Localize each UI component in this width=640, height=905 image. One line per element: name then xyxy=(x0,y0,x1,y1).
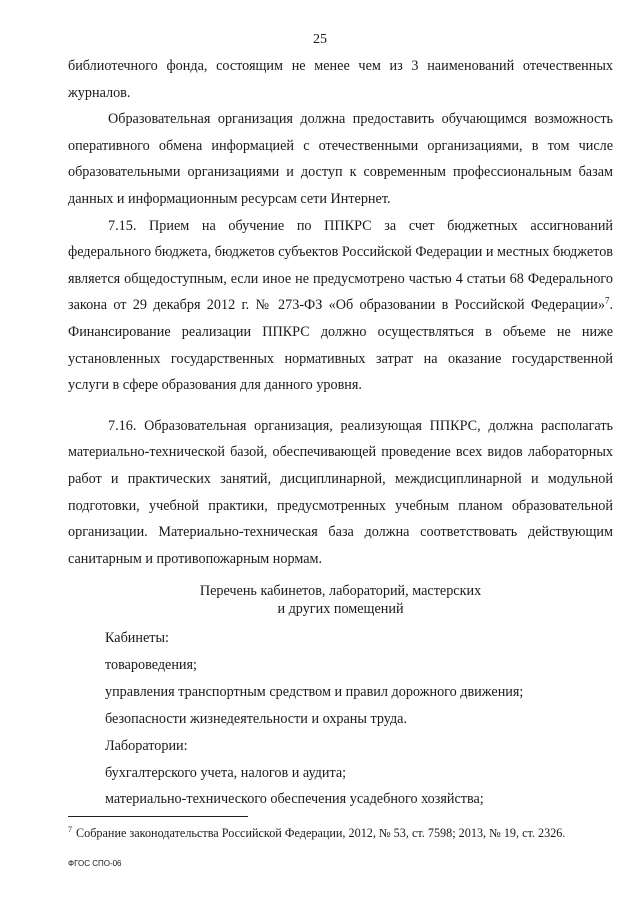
document-code: ФГОС СПО-06 xyxy=(68,859,122,868)
heading-line-2: и других помещений xyxy=(277,601,404,617)
footnote-number: 7 xyxy=(68,825,72,834)
list-category: Кабинеты: xyxy=(105,630,169,646)
list-item: товароведения; xyxy=(105,656,197,673)
body-text xyxy=(68,53,613,572)
paragraph-7-15 xyxy=(68,213,613,399)
heading-line-1: Перечень кабинетов, лабораторий, мастерских xyxy=(199,583,482,599)
footnote-text: Собрание законодательства Российской Федерации, 2012, № 53, ст. 7598; 2013, № 19, ст. 2326. xyxy=(76,826,566,840)
list-item: управления транспортным средством и правил дорожного движения; xyxy=(105,683,524,700)
paragraph-information-exchange: Образовательная организация должна предоставить обучающимся возможность оперативного обмена информацией с отечественными организациями, в том числе образовательными организациями и доступ к современным профессиональным базам данных и информационным ресурсам сети Интернет. xyxy=(68,111,613,207)
paragraph-7-15-part-1: 7.15. Прием на обучение по ППКРС за счет бюджетных ассигнований федерального бюджета, бюджетов субъектов Российской Федерации и местных бюджетов является общедоступным, если иное не предусмотрено частью 4 статьи 68 Федерального закона от 29 декабря 2012 г. № 273-ФЗ «Об образовании в Российской Федерации» xyxy=(68,217,613,314)
footnote xyxy=(68,826,565,841)
list-item: безопасности жизнедеятельности и охраны труда. xyxy=(105,710,408,727)
paragraph-7-15-part-2: . Финансирование реализации ППКРС должно осуществляться в объеме не ниже установленных государственных нормативных затрат на оказание государственной услуги в сфере образования для данного уровня. xyxy=(68,297,613,394)
page-number: 25 xyxy=(313,32,327,47)
paragraph-7-16: 7.16. Образовательная организация, реализующая ППКРС, должна располагать материально-технической базой, обеспечивающей проведение всех видов лабораторных работ и практических занятий, дисциплинарной, междисциплинарной и модульной подготовки, учебной практики, предусмотренных учебным планом образовательной организации. Материально-техническая база должна соответствовать действующим санитарным и противопожарным нормам. xyxy=(68,417,613,567)
footnote-divider xyxy=(68,816,248,817)
list-item: бухгалтерского учета, налогов и аудита; xyxy=(105,764,347,781)
list-category: Лаборатории: xyxy=(105,737,188,754)
section-heading xyxy=(68,582,613,618)
premises-list xyxy=(105,625,523,813)
footnote-reference: 7 xyxy=(604,295,610,306)
list-item: материально-технического обеспечения усадебного хозяйства; xyxy=(105,791,484,808)
paragraph-continuation: библиотечного фонда, состоящим не менее чем из 3 наименований отечественных журналов. xyxy=(68,58,613,101)
